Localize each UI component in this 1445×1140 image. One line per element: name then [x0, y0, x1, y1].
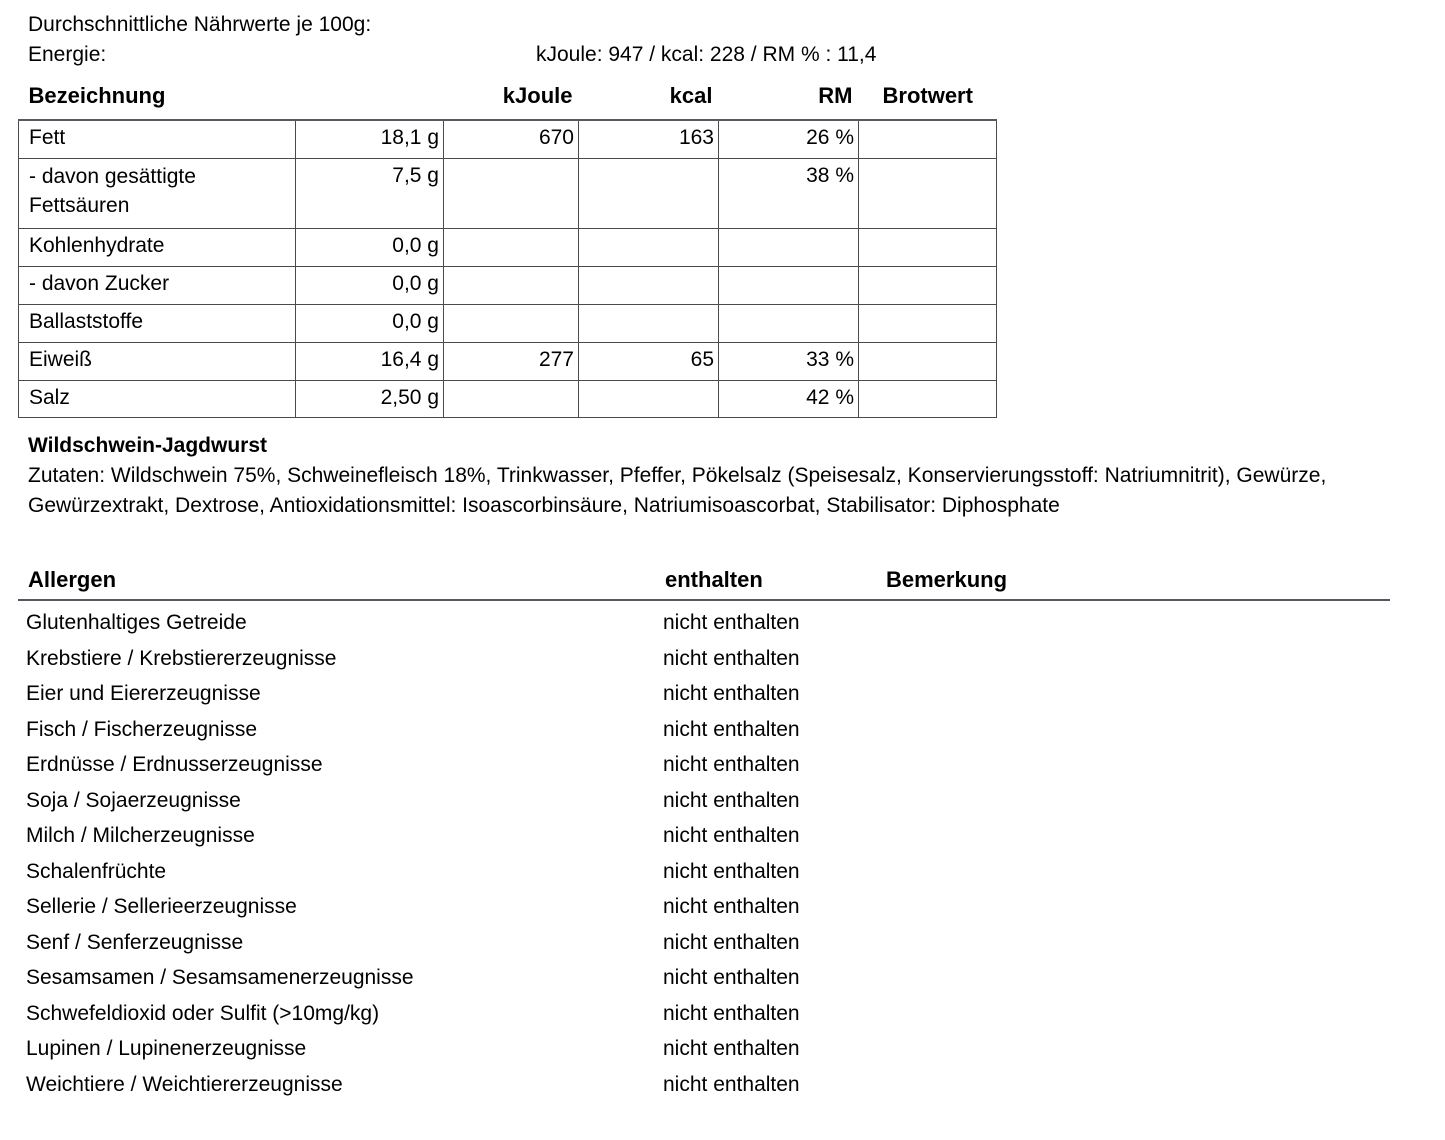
cell-kcal [579, 380, 719, 418]
cell-kcal: 65 [579, 342, 719, 380]
column-header-brotwert: Brotwert [882, 83, 973, 108]
cell-kjoule [444, 380, 579, 418]
table-row [19, 304, 997, 342]
cell-enthalten: nicht enthalten [663, 895, 800, 919]
cell-allergen: Lupinen / Lupinenerzeugnisse [26, 1037, 307, 1061]
cell-name: - davon gesättigte Fettsäuren [19, 159, 296, 229]
cell-kjoule [444, 159, 579, 229]
table-row [19, 342, 997, 380]
table-row [19, 229, 997, 267]
cell-brotwert [859, 342, 997, 380]
cell-enthalten: nicht enthalten [663, 717, 800, 741]
table-row [18, 925, 1390, 961]
table-row [18, 854, 1390, 890]
cell-bemerkung [884, 605, 1390, 641]
cell-enthalten: nicht enthalten [663, 1001, 800, 1025]
cell-bemerkung [884, 1031, 1390, 1067]
cell-enthalten: nicht enthalten [663, 966, 800, 990]
cell-bemerkung [884, 925, 1390, 961]
table-row [18, 960, 1390, 996]
cell-brotwert [859, 304, 997, 342]
nutrition-heading: Durchschnittliche Nährwerte je 100g: [28, 13, 372, 36]
table-row [18, 1067, 1390, 1103]
table-row [19, 120, 997, 158]
table-row [18, 676, 1390, 712]
table-row [19, 266, 997, 304]
cell-amount: 0,0 g [296, 229, 444, 267]
cell-rm: 26 % [719, 120, 859, 158]
cell-kcal: 163 [579, 120, 719, 158]
nutrition-table-head [19, 82, 997, 120]
cell-bemerkung [884, 889, 1390, 925]
cell-allergen: Schalenfrüchte [26, 859, 167, 883]
allergen-header-row [18, 565, 1390, 599]
cell-allergen: Schwefeldioxid oder Sulfit (>10mg/kg) [26, 1001, 380, 1025]
cell-allergen: Erdnüsse / Erdnusserzeugnisse [26, 753, 323, 777]
column-header-bezeichnung: Bezeichnung [28, 83, 166, 108]
cell-enthalten: nicht enthalten [663, 1037, 800, 1061]
column-header-rm: RM [818, 83, 853, 108]
cell-bemerkung [884, 1067, 1390, 1103]
cell-name: Ballaststoffe [19, 304, 296, 342]
cell-kjoule [444, 229, 579, 267]
table-row [19, 380, 997, 418]
cell-enthalten: nicht enthalten [663, 859, 800, 883]
nutrition-header-row [19, 82, 997, 116]
cell-kjoule: 670 [444, 120, 579, 158]
column-header-bemerkung: Bemerkung [886, 567, 1008, 593]
cell-kcal [579, 229, 719, 267]
allergen-table-wrapper [0, 565, 1390, 1102]
cell-allergen: Fisch / Fischerzeugnisse [26, 717, 258, 741]
cell-brotwert [859, 380, 997, 418]
column-header-amount [296, 82, 444, 116]
cell-bemerkung [884, 854, 1390, 890]
cell-allergen: Soja / Sojaerzeugnisse [26, 788, 241, 812]
cell-kcal [579, 266, 719, 304]
cell-rm: 38 % [719, 159, 859, 229]
table-row [18, 996, 1390, 1032]
cell-bemerkung [884, 996, 1390, 1032]
cell-rm [719, 229, 859, 267]
cell-brotwert [859, 120, 997, 158]
cell-kjoule [444, 304, 579, 342]
table-row [18, 605, 1390, 641]
cell-amount: 7,5 g [296, 159, 444, 229]
table-row [18, 783, 1390, 819]
energy-row [28, 40, 1445, 70]
cell-name: Salz [19, 380, 296, 418]
nutrition-table [18, 82, 997, 418]
cell-rm [719, 266, 859, 304]
cell-allergen: Eier und Eiererzeugnisse [26, 682, 261, 706]
column-header-kcal: kcal [669, 83, 713, 108]
cell-allergen: Sellerie / Sellerieerzeugnisse [26, 895, 297, 919]
cell-brotwert [859, 159, 997, 229]
cell-amount: 18,1 g [296, 120, 444, 158]
cell-enthalten: nicht enthalten [663, 1072, 800, 1096]
cell-bemerkung [884, 747, 1390, 783]
cell-bemerkung [884, 712, 1390, 748]
cell-enthalten: nicht enthalten [663, 824, 800, 848]
column-header-enthalten: enthalten [665, 567, 763, 593]
product-block [28, 430, 1428, 521]
table-row [18, 889, 1390, 925]
cell-enthalten: nicht enthalten [663, 788, 800, 812]
column-header-kjoule: kJoule [502, 83, 573, 108]
cell-allergen: Senf / Senferzeugnisse [26, 930, 244, 954]
cell-bemerkung [884, 783, 1390, 819]
cell-enthalten: nicht enthalten [663, 646, 800, 670]
cell-kcal [579, 159, 719, 229]
cell-rm: 42 % [719, 380, 859, 418]
energy-values: kJoule: 947 / kcal: 228 / RM % : 11,4 [536, 43, 877, 66]
cell-allergen: Glutenhaltiges Getreide [26, 611, 247, 635]
column-header-allergen: Allergen [28, 567, 117, 593]
cell-bemerkung [884, 818, 1390, 854]
cell-allergen: Milch / Milcherzeugnisse [26, 824, 255, 848]
table-row [18, 818, 1390, 854]
product-name: Wildschwein-Jagdwurst [28, 434, 268, 458]
cell-enthalten: nicht enthalten [663, 682, 800, 706]
table-row [18, 1031, 1390, 1067]
cell-name: Kohlenhydrate [19, 229, 296, 267]
table-row [19, 159, 997, 229]
cell-brotwert [859, 229, 997, 267]
cell-enthalten: nicht enthalten [663, 930, 800, 954]
cell-name: Eiweiß [19, 342, 296, 380]
cell-enthalten: nicht enthalten [663, 611, 800, 635]
cell-bemerkung [884, 676, 1390, 712]
nutrition-table-body [19, 120, 997, 418]
allergen-header-rule [18, 599, 1390, 601]
energy-label: Energie: [28, 43, 107, 66]
table-row [18, 712, 1390, 748]
cell-enthalten: nicht enthalten [663, 753, 800, 777]
cell-allergen: Sesamsamen / Sesamsamenerzeugnisse [26, 966, 414, 990]
cell-allergen: Weichtiere / Weichtiererzeugnisse [26, 1072, 343, 1096]
intro-block [0, 0, 1445, 70]
cell-brotwert [859, 266, 997, 304]
cell-amount: 2,50 g [296, 380, 444, 418]
ingredients-text: Zutaten: Wildschwein 75%, Schweinefleisch 18%, Trinkwasser, Pfeffer, Pökelsalz (Speisesalz, Konservierungsstoff: Natriumnitrit), Gewürze, Gewürzextrakt, Dextrose, Antioxidationsmittel: Isoascorbinsäure, Natriumisoascorbat, Stabilisator: Diphosphate [28, 464, 1327, 518]
table-row [18, 747, 1390, 783]
cell-bemerkung [884, 641, 1390, 677]
cell-bemerkung [884, 960, 1390, 996]
cell-kjoule: 277 [444, 342, 579, 380]
cell-rm [719, 304, 859, 342]
cell-amount: 0,0 g [296, 266, 444, 304]
cell-rm: 33 % [719, 342, 859, 380]
cell-kjoule [444, 266, 579, 304]
cell-allergen: Krebstiere / Krebstiererzeugnisse [26, 646, 337, 670]
cell-name: Fett [19, 120, 296, 158]
cell-amount: 0,0 g [296, 304, 444, 342]
table-row [18, 641, 1390, 677]
cell-amount: 16,4 g [296, 342, 444, 380]
nutrition-table-wrapper [18, 82, 996, 418]
cell-kcal [579, 304, 719, 342]
cell-name: - davon Zucker [19, 266, 296, 304]
